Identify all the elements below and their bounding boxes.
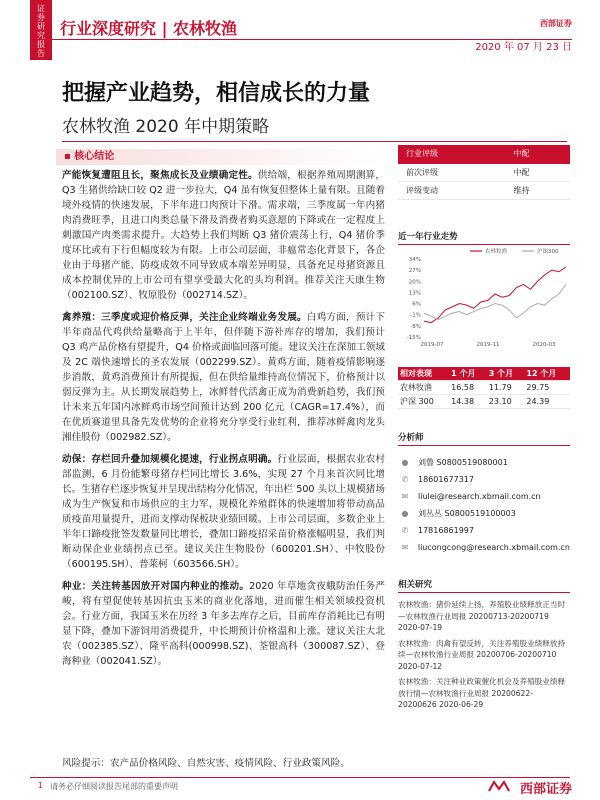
analyst-text: 17816861997 — [418, 526, 474, 535]
email-icon: ✉ — [401, 543, 409, 552]
page-number: 1 — [38, 781, 44, 790]
analyst-text: 刘鲁 S0800519080001 — [418, 458, 508, 467]
footer-divider — [30, 777, 570, 778]
performance-table — [398, 367, 570, 410]
x-tick-label: 2020-03 — [532, 341, 556, 348]
list-item[interactable] — [398, 488, 570, 505]
report-date: 2020 年 07 月 23 日 — [475, 42, 572, 53]
y-tick-label: 34% — [408, 256, 421, 263]
table-row — [398, 163, 570, 181]
chart-title: 近一年行业走势 — [398, 230, 570, 245]
paragraph-text: 白鸡方面，预计下半年商品代鸡供给量略高于上半年，但伴随下游补库存的增加，我们预计 Q3 鸡产品价格有望提升，Q4 价格或面临回落可能。建议关注在深加工领域及 2C 端快速增长的圣农发展（002299.SZ）。黄鸡方面，随着疫情影响逐步消散，黄鸡消费预计有所提振，但在供给量维持高位情况下，价格预计以弱反弹为主。从长期发展趋势上，冰鲜替代活禽正成为消费新趋势，我们预计未来五年国内冰鲜鸡市场空间预计达到 200 亿元（CAGR=17.4%），而在优质赛道里具备先发优势的企业将充分享受行业红利，推荐冰鲜禽肉龙头湘佳股份（002982.SZ）。 — [62, 312, 386, 443]
table-header-row — [398, 367, 570, 381]
page-subtitle: 农林牧渔 2020 年中期策略 — [62, 117, 270, 137]
related-list — [398, 599, 570, 711]
rating-value: 中配 — [506, 145, 571, 163]
table-cell: 24.39 — [524, 395, 570, 409]
rating-value: 维持 — [506, 181, 571, 199]
sidebar-column — [398, 145, 570, 715]
footer-brand: 西部证券 — [519, 782, 572, 797]
analyst-list — [398, 454, 570, 556]
list-item[interactable] — [398, 539, 570, 556]
user-icon: ● — [401, 458, 409, 467]
x-tick-label: 2019-11 — [476, 341, 500, 348]
table-cell: 16.58 — [449, 381, 487, 395]
rating-label: 前次评级 — [398, 163, 506, 181]
paragraph-lead: 动保：存栏回升叠加规模化提速，行业拐点明确。 — [62, 454, 278, 465]
y-tick-label: 27% — [408, 267, 421, 274]
rating-label: 行业评级 — [398, 145, 506, 163]
table-row — [398, 145, 570, 163]
table-cell: 14.38 — [449, 395, 487, 409]
table-cell: 农林牧渔 — [398, 381, 449, 395]
paragraph-text: 2020 年草地贪夜蛾防治任务严峻，将有望促使转基因抗虫玉米的商业化落地，进而催生相关领域投资机会。行业方面，我国玉米在历经 3 年多去库存之后，目前库存消耗比已有明显下降，叠加下游饲用消费提升，中长期预计价格温和上涨。建议关注大北农（002385.SZ）、隆平高科(000998.SZ)、荃银高科（300087.SZ）、登海种业（002041.SZ）。 — [62, 581, 385, 667]
y-tick-label: 13% — [408, 289, 421, 296]
analyst-email-link[interactable]: liulei@research.xbmail.com.cn — [418, 492, 541, 501]
paragraph — [62, 579, 385, 669]
list-item — [398, 471, 570, 488]
y-tick-label: -15% — [406, 334, 421, 341]
series-line-2 — [424, 284, 566, 319]
series-line-1 — [424, 266, 566, 322]
report-type: 行业深度研究 | 农林牧渔 — [60, 19, 237, 38]
related-link[interactable]: 农林牧渔：肉禽有望反转，关注养殖股业绩释放持续—农林牧渔行业周报 20200706-20200710 2020-07-12 — [398, 638, 566, 671]
y-tick-label: -1% — [410, 312, 421, 319]
y-tick-label: 6% — [412, 301, 421, 308]
related-link[interactable]: 农林牧渔：猪价延续上扬，养殖股业绩释放正当时—农林牧渔行业周报 20200713-20200719 2020-07-19 — [398, 600, 566, 632]
list-item — [398, 522, 570, 539]
analyst-text: 18601677317 — [418, 475, 474, 484]
legend-label: 农林牧渔 — [485, 248, 508, 255]
paragraph-lead: 产能恢复遭阻且长，聚焦成长及业绩确定性。 — [62, 170, 258, 181]
paragraph — [62, 310, 385, 445]
list-item — [398, 505, 570, 522]
page-title: 把握产业趋势，相信成长的力量 — [62, 81, 371, 106]
title-divider — [62, 141, 567, 142]
side-tab-label: 证券研究报告 — [37, 4, 45, 58]
trend-chart — [398, 245, 570, 355]
top-bar — [52, 10, 572, 40]
rating-value: 中配 — [506, 163, 571, 181]
risk-note: 风险提示：农产品价格风险、自然灾害、疫情风险、行业政策风险。 — [62, 758, 350, 769]
related-heading: 相关研究 — [398, 578, 570, 593]
main-text-column — [62, 168, 385, 676]
column-header: 3 个月 — [487, 367, 525, 381]
footer-disclaimer: 请务必仔细阅读报告尾部的重要声明 — [50, 782, 178, 791]
paragraph — [62, 452, 385, 572]
analyst-email-link[interactable]: liucongcong@research.xbmail.com.cn — [417, 543, 570, 552]
table-cell: 23.10 — [487, 395, 525, 409]
paragraph-text: 行业层面，根据农业农村部监测，6 月份能繁母猪存栏同比增长 3.6%，实现 27 个月来首次同比增长。生猪存栏逐步恢复并呈现出结构分化情况，年出栏 500 头以上规模猪场成为生产恢复和市场供应的主力军，规模化养殖群体的快速增加将带动高品质疫苗用量提升，进而支撑动保板块业绩回暖。上市公司层面，多数企业上半年口蹄疫批签发数量同比增长，叠加口蹄疫招采苗价格涨幅明显，我们判断动保企业业绩拐点已至。建议关注生物股份（600201.SH）、中牧股份（600195.SH）、普莱柯（603566.SH）。 — [62, 454, 386, 570]
phone-icon: ✆ — [401, 526, 409, 535]
table-cell: 沪深 300 — [398, 395, 449, 409]
paragraph — [62, 168, 385, 303]
legend-label: 沪深300 — [537, 248, 559, 255]
column-header: 相对表现 — [398, 367, 449, 381]
table-cell: 11.79 — [487, 381, 525, 395]
brand-logo-icon — [488, 780, 510, 792]
y-tick-label: 20% — [408, 278, 421, 285]
column-header: 12 个月 — [524, 367, 570, 381]
section-heading: ▪ 核心结论 — [56, 149, 386, 165]
section-heading-label: 核心结论 — [74, 151, 115, 162]
user-icon: ● — [401, 509, 409, 518]
side-tab — [30, 0, 52, 60]
y-tick-label: -8% — [410, 323, 421, 330]
email-icon: ✉ — [401, 492, 409, 501]
table-cell: 29.75 — [524, 381, 570, 395]
rating-table — [398, 145, 570, 200]
brand-small: 西部证券 — [540, 19, 572, 28]
rating-label: 评级变动 — [398, 181, 506, 199]
analyst-text: 刘丛丛 S0800519100003 — [418, 509, 516, 518]
phone-icon: ✆ — [401, 475, 409, 484]
paragraph-lead: 种业：关注转基因放开对国内种业的推动。 — [62, 581, 250, 592]
related-link[interactable]: 农林牧渔：关注种业政策催化机会及养殖股业绩释放行情—农林牧渔行业周报 20200622-20200626 2020-06-29 — [398, 677, 566, 709]
table-row — [398, 181, 570, 199]
paragraph-lead: 禽养殖：三季度或迎价格反弹，关注企业终端业务发展。 — [62, 312, 307, 323]
list-item — [398, 454, 570, 471]
table-row — [398, 395, 570, 409]
column-header: 1 个月 — [449, 367, 487, 381]
table-row — [398, 381, 570, 395]
paragraph-text: 供给端，根据养殖周期测算，Q3 生猪供给缺口较 Q2 进一步拉大，Q4 虽有恢复但整体上量有限。且随着境外疫情的快速发展，下半年进口肉预计下滑。需求端，三季度属一年内猪肉消费旺季，且进口肉类总量下滑及消费者购买意愿的下降或在一定程度上刺激国产肉类需求提升。大趋势上我们判断 Q3 猪价震荡上行，Q4 猪价季度环比或有下行但幅度较为有限。上市公司层面，非瘟常态化背景下，各企业由于母猪产能、防疫成效不同导致成本端差异明显，具备充足母猪资源且成本控制优异的上市公司有望享受最大化的头均利润。推荐关注天康生物（002100.SZ）、牧原股份（002714.SZ）。 — [62, 170, 386, 301]
x-tick-label: 2019-07 — [420, 341, 444, 348]
analysts-heading: 分析师 — [398, 431, 570, 446]
